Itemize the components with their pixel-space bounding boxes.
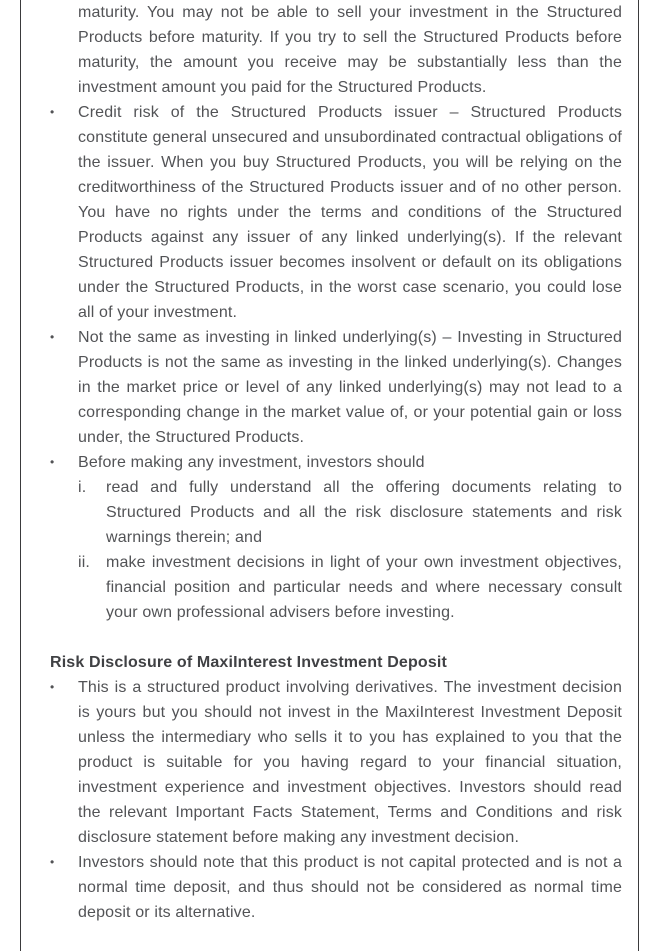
bullet-text: Not the same as investing in linked underlying(s) – Investing in Structured Products is not the same as investing in the linked underlying(s). Changes in the market price or level of any linked underlying(s) may not lead to a corresponding change in the market value of, or your potential gain or loss under, the Structured Products.	[78, 329, 622, 446]
bullet-text: Investors should note that this product is not capital protected and is not a normal time deposit, and thus should not be considered as normal time deposit or its alternative.	[78, 854, 622, 921]
bullet-icon: •	[50, 855, 55, 869]
sub-item-i	[78, 475, 622, 550]
bullet-item-credit-risk	[50, 100, 622, 325]
bullet-item-derivatives-warning	[50, 675, 622, 850]
paragraph-continuation	[50, 0, 622, 100]
roman-numeral-marker: i.	[78, 479, 87, 496]
bullet-icon: •	[50, 455, 55, 469]
sub-item-text: make investment decisions in light of your own investment objectives, financial position and particular needs and where necessary consult your own professional advisers before investing.	[106, 554, 622, 621]
bullet-text: This is a structured product involving derivatives. The investment decision is yours but you should not invest in the MaxiInterest Investment Deposit unless the intermediary who sells it to you has explained to you that the product is suitable for you having regard to your financial situation, investment experience and investment objectives. Investors should read the relevant Important Facts Statement, Terms and Conditions and risk disclosure statement before making any investment decision.	[78, 679, 622, 846]
section-heading: Risk Disclosure of MaxiInterest Investment Deposit	[50, 654, 447, 671]
sub-item-ii	[78, 550, 622, 625]
bullet-text: Credit risk of the Structured Products issuer – Structured Products constitute general unsecured and unsubordinated contractual obligations of the issuer. When you buy Structured Products, you will be relying on the creditworthiness of the Structured Products issuer and of no other person. You have no rights under the terms and conditions of the Structured Products against any issuer of any linked underlying(s). If the relevant Structured Products issuer becomes insolvent or default on its obligations under the Structured Products, in the worst case scenario, you could lose all of your investment.	[78, 104, 622, 321]
bullet-text-with-sublist	[78, 450, 622, 625]
table-border-left	[20, 0, 21, 951]
table-border-right	[638, 0, 639, 951]
bullet-item-before-investing	[50, 450, 622, 625]
sub-item-text: read and fully understand all the offering documents relating to Structured Products and all the risk disclosure statements and risk warnings therein; and	[106, 479, 622, 546]
bullet-item-not-same-as-underlying	[50, 325, 622, 450]
bullet-item-not-capital-protected	[50, 850, 622, 925]
document-content	[50, 0, 622, 925]
bullet-text: Before making any investment, investors should	[78, 454, 425, 471]
bullet-icon: •	[50, 330, 55, 344]
bullet-icon: •	[50, 105, 55, 119]
paragraph-text: maturity. You may not be able to sell your investment in the Structured Products before maturity. If you try to sell the Structured Products before maturity, the amount you receive may be substantially less than the investment amount you paid for the Structured Products.	[78, 4, 622, 96]
bullet-icon: •	[50, 680, 55, 694]
roman-numeral-marker: ii.	[78, 554, 91, 571]
